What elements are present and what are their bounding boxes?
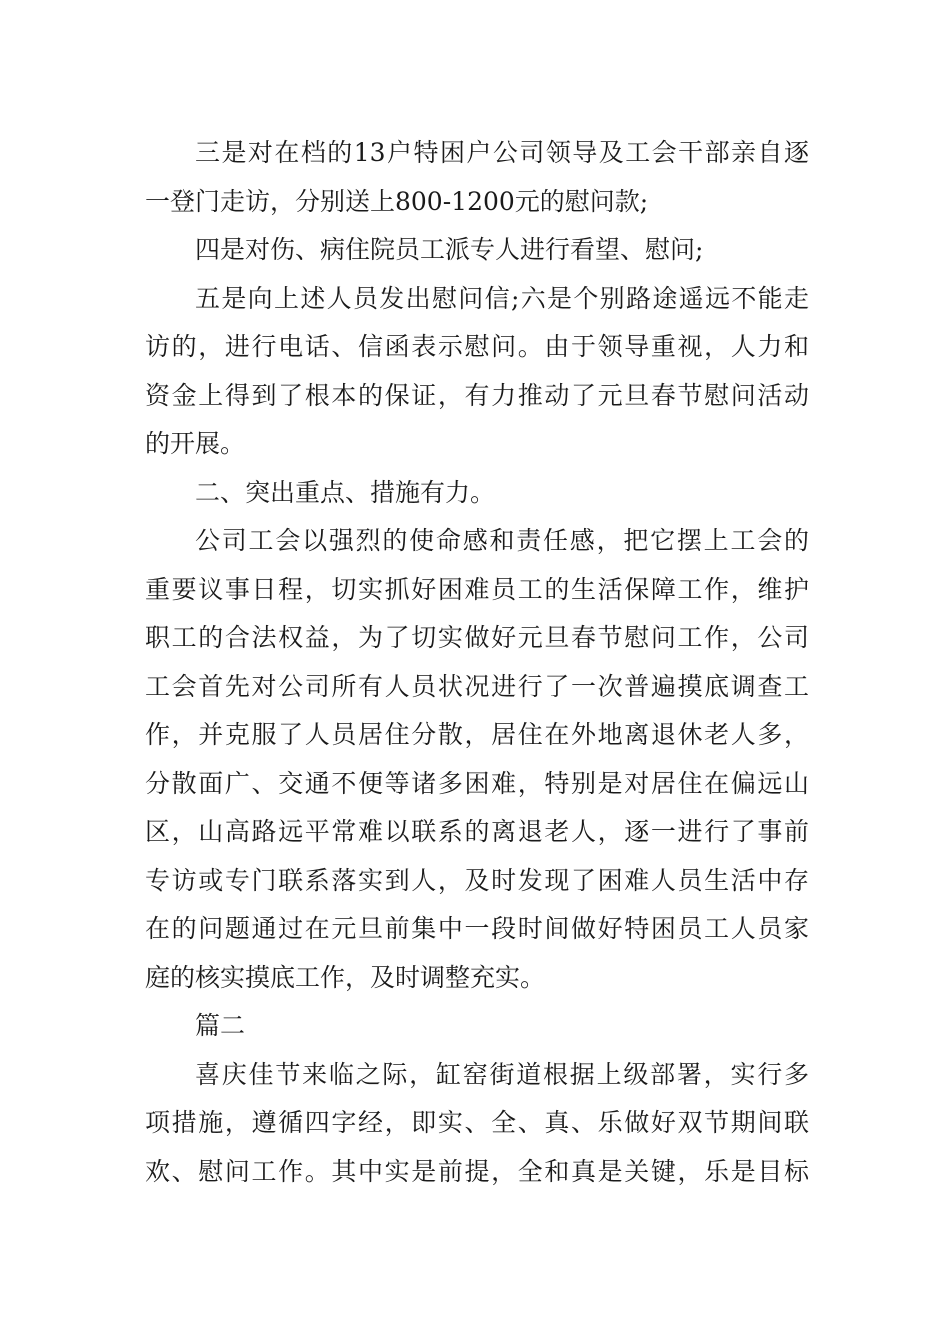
document-body <box>145 129 809 1196</box>
paragraph-6-line-10: 庭的核实摸底工作，及时调整充实。 <box>145 962 546 992</box>
paragraph-7-line-3: 欢、慰问工作。其中实是前提，全和真是关键，乐是目标 <box>145 1156 809 1186</box>
section-heading-part-2: 篇二 <box>195 1011 246 1040</box>
paragraph-5-line-4: 的开展。 <box>145 429 246 458</box>
paragraph-3-line-2: 一登门走访，分别送上800-1200元的慰问款; <box>145 186 649 216</box>
paragraph-3-line-1: 三是对在档的13户特困户公司领导及工会干部亲自逐 <box>195 138 809 167</box>
paragraph-6-line-1: 公司工会以强烈的使命感和责任感，把它摆上工会的 <box>195 526 809 555</box>
paragraph-6-line-2: 重要议事日程，切实抓好困难员工的生活保障工作，维护 <box>145 574 809 604</box>
paragraph-6-line-8: 专访或专门联系落实到人，及时发现了困难人员生活中存 <box>145 865 809 895</box>
paragraph-5-line-2: 访的，进行电话、信函表示慰问。由于领导重视，人力和 <box>145 332 809 361</box>
paragraph-5-line-1: 五是向上述人员发出慰问信;六是个别路途遥远不能走 <box>195 283 809 313</box>
paragraph-6-line-3: 职工的合法权益，为了切实做好元旦春节慰问工作，公司 <box>145 623 809 652</box>
paragraph-5-line-3: 资金上得到了根本的保证，有力推动了元旦春节慰问活动 <box>145 380 809 410</box>
paragraph-6-line-5: 作，并克服了人员居住分散，居住在外地离退休老人多， <box>145 720 809 749</box>
paragraph-6-line-7: 区，山高路远平常难以联系的离退老人，逐一进行了事前 <box>145 817 809 846</box>
paragraph-6-line-9: 在的问题通过在元旦前集中一段时间做好特困员工人员家 <box>145 914 809 943</box>
paragraph-7-line-2: 项措施，遵循四字经，即实、全、真、乐做好双节期间联 <box>145 1108 809 1137</box>
paragraph-6-line-6: 分散面广、交通不便等诸多困难，特别是对居住在偏远山 <box>145 768 809 798</box>
paragraph-6-line-4: 工会首先对公司所有人员状况进行了一次普遍摸底调查工 <box>145 671 809 701</box>
section-heading-2: 二、突出重点、措施有力。 <box>195 477 496 507</box>
paragraph-7-line-1: 喜庆佳节来临之际，缸窑街道根据上级部署，实行多 <box>195 1059 809 1089</box>
paragraph-4-line-1: 四是对伤、病住院员工派专人进行看望、慰问; <box>195 235 704 264</box>
